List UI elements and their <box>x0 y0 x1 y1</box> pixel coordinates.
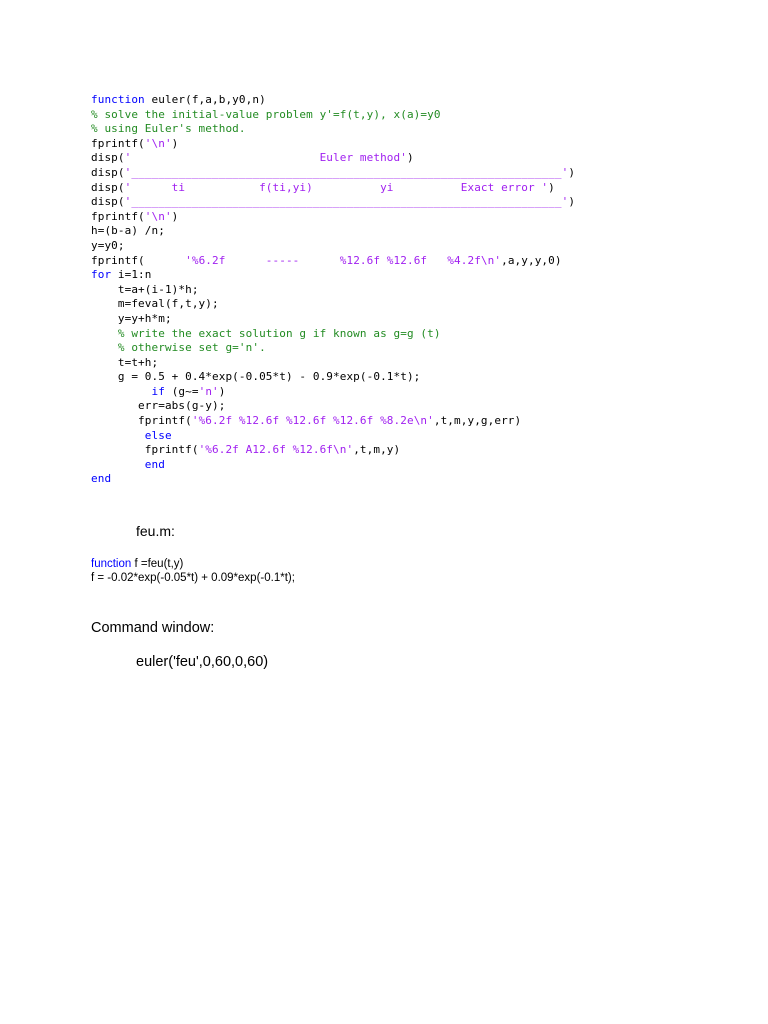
keyword-token: end <box>144 457 165 471</box>
code-token: t=t+h; <box>91 355 159 369</box>
code-token: fprintf( <box>91 209 145 223</box>
string-token: '________________________________________________________________' <box>124 165 569 179</box>
code-token: fprintf( <box>91 253 186 267</box>
keyword-token: end <box>91 472 112 486</box>
code-token: i=1:n <box>111 268 152 282</box>
code-token: disp( <box>91 165 125 179</box>
code-token: g = 0.5 + 0.4*exp(-0.05*t) - 0.9*exp(-0.1*t); <box>91 370 421 384</box>
comment-token: % write the exact solution g if known as g=g (t) <box>117 326 441 340</box>
code-line <box>91 93 575 108</box>
code-line <box>91 224 575 239</box>
code-line <box>91 571 295 585</box>
code-line <box>91 443 575 458</box>
keyword-token: function <box>91 558 132 570</box>
code-line <box>91 557 295 571</box>
code-line <box>91 414 575 429</box>
code-token: ) <box>568 195 576 209</box>
string-token: '\n' <box>144 209 172 223</box>
comment-token: % using Euler's method. <box>91 122 246 136</box>
code-line <box>91 166 575 181</box>
code-line <box>91 268 575 283</box>
code-line <box>91 341 575 356</box>
keyword-token: function <box>91 93 145 106</box>
code-line <box>91 472 575 487</box>
code-token: ) <box>171 136 179 150</box>
code-token: fprintf( <box>91 136 145 150</box>
code-line <box>91 239 575 254</box>
keyword-token: else <box>144 428 172 442</box>
code-line <box>91 151 575 166</box>
code-line <box>91 108 575 123</box>
code-token: ,a,y,y,0) <box>501 253 562 267</box>
code-token: m=feval(f,t,y); <box>91 297 219 311</box>
code-line <box>91 283 575 298</box>
code-token: h=(b-a) /n; <box>91 224 165 238</box>
string-token: ' Euler method' <box>124 151 407 165</box>
code-token: t=a+(i-1)*h; <box>91 282 199 296</box>
code-token <box>91 458 145 471</box>
comment-token: % solve the initial-value problem y'=f(t,y), x(a)=y0 <box>91 107 441 121</box>
code-token: ,t,m,y) <box>353 443 401 457</box>
code-token <box>91 341 118 354</box>
code-token: ) <box>218 384 226 398</box>
keyword-token: for <box>91 268 112 282</box>
code-line <box>91 429 575 444</box>
string-token: '\n' <box>144 136 172 150</box>
string-token: '%6.2f %12.6f %12.6f %12.6f %8.2e\n' <box>191 414 434 428</box>
code-line <box>91 370 575 385</box>
code-token: err=abs(g-y); <box>91 399 226 413</box>
keyword-token: if <box>151 384 165 398</box>
code-line <box>91 385 575 400</box>
code-token: ) <box>171 209 179 223</box>
code-line <box>91 312 575 327</box>
code-token: disp( <box>91 195 125 209</box>
code-token: fprintf( <box>91 443 199 457</box>
code-token <box>91 327 118 340</box>
code-line <box>91 181 575 196</box>
code-token: ) <box>548 180 555 194</box>
code-token: ,t,m,y,g,err) <box>433 414 522 428</box>
code-token: y=y0; <box>91 238 125 252</box>
code-line <box>91 254 575 269</box>
code-line <box>91 210 575 225</box>
string-token: '%6.2f ----- %12.6f %12.6f %4.2f\n' <box>185 253 502 267</box>
code-line <box>91 137 575 152</box>
code-token: ) <box>568 165 576 179</box>
code-token: disp( <box>91 180 125 194</box>
feu-code-block <box>91 557 295 585</box>
code-line <box>91 356 575 371</box>
euler-code-block <box>91 93 575 487</box>
code-token: f = -0.02*exp(-0.05*t) + 0.09*exp(-0.1*t); <box>91 572 295 584</box>
code-token <box>91 429 145 442</box>
code-token: f =feu(t,y) <box>131 558 184 570</box>
feu-file-title: feu.m: <box>136 523 175 539</box>
command-window-title: Command window: <box>91 620 215 636</box>
code-token: euler(f,a,b,y0,n) <box>144 93 266 106</box>
command-call: euler('feu',0,60,0,60) <box>136 654 269 670</box>
code-token: fprintf( <box>91 414 192 428</box>
code-line <box>91 327 575 342</box>
code-token <box>91 385 152 398</box>
code-token: disp( <box>91 151 125 165</box>
string-token: ' ti f(ti,yi) yi Exact error ' <box>124 180 549 194</box>
code-token: ) <box>406 151 414 165</box>
code-line <box>91 122 575 137</box>
code-token: y=y+h*m; <box>91 311 172 325</box>
string-token: '________________________________________________________________' <box>124 195 569 209</box>
code-line <box>91 458 575 473</box>
code-line <box>91 297 575 312</box>
code-token: (g~= <box>164 384 199 398</box>
comment-token: % otherwise set g='n'. <box>117 341 266 355</box>
string-token: '%6.2f A12.6f %12.6f\n' <box>198 443 354 457</box>
code-line <box>91 399 575 414</box>
string-token: 'n' <box>198 384 219 398</box>
code-line <box>91 195 575 210</box>
